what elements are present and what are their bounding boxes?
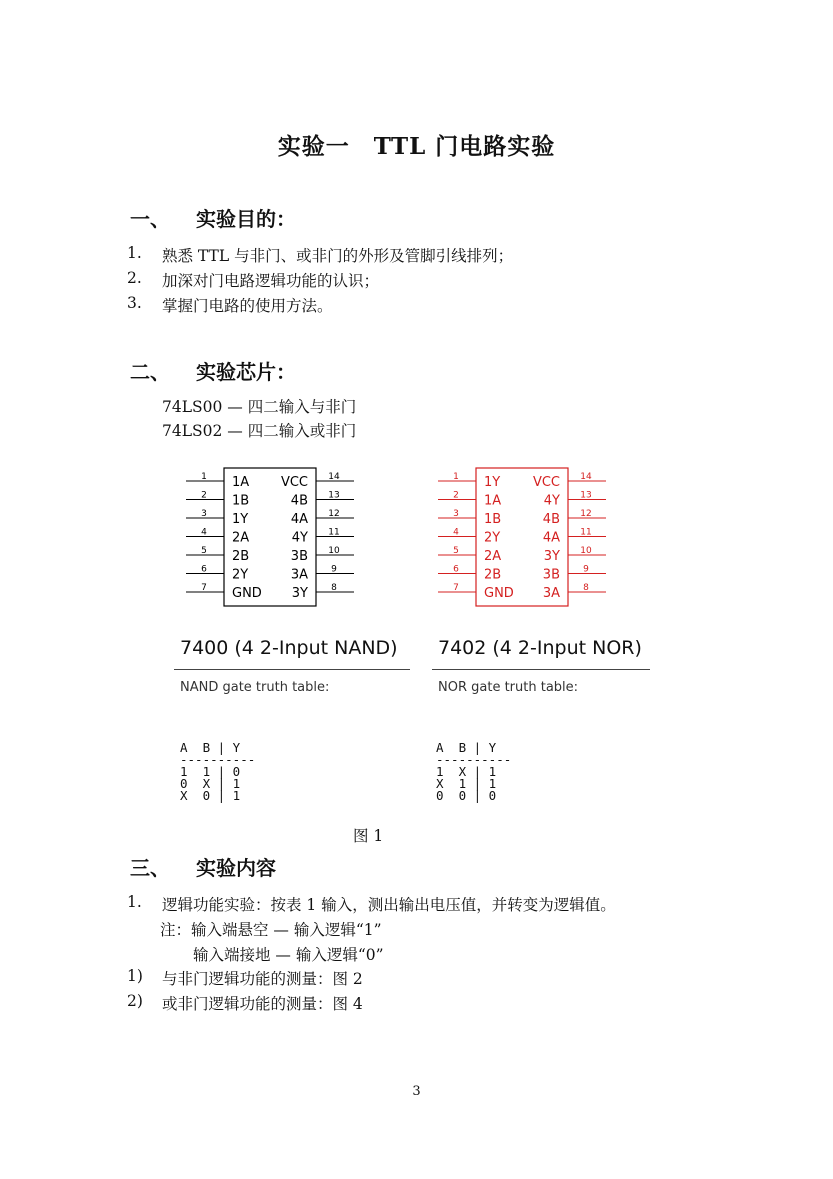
item-number: 2) — [127, 992, 143, 1010]
nand-pin-label: 4A — [290, 512, 308, 527]
nor-pin-label: 3A — [542, 586, 560, 601]
nand-pin-label: 1A — [232, 475, 250, 490]
nor-truth-table — [436, 730, 511, 814]
nand-pin-number: 12 — [328, 509, 340, 519]
page-number: 3 — [412, 1084, 421, 1099]
nand-pin-number: 10 — [328, 546, 340, 556]
section-title: 实验芯片： — [196, 360, 296, 384]
nor-pin-number: 13 — [580, 490, 592, 501]
truth-header: A B | Y — [436, 740, 497, 755]
nor-pin-number: 6 — [453, 564, 459, 575]
nand-pin-label: 2B — [232, 549, 250, 564]
nor-pin-label: 4A — [542, 530, 560, 546]
nor-pin-label: 2B — [484, 567, 502, 583]
nand-truth-table — [180, 730, 255, 814]
chip-line-74ls02: 74LS02 — 四二输入或非门 — [162, 422, 357, 440]
nor-pin-number: 2 — [453, 490, 459, 501]
truth-row: 1 1 | 0 — [180, 764, 241, 779]
nor-pin-label: 3Y — [543, 549, 560, 564]
item-number: 3. — [127, 294, 142, 312]
nand-pin-label: 3B — [290, 549, 308, 564]
nor-pin-label: 3B — [542, 567, 560, 583]
nand-pin-label: 3Y — [291, 586, 308, 601]
figure-label: 图 1 — [353, 827, 384, 845]
item-text: 加深对门电路逻辑功能的认识； — [162, 272, 380, 290]
nand-pin-number: 1 — [201, 472, 207, 482]
nor-pin-label: 2A — [484, 549, 502, 564]
nor-subcaption: NOR gate truth table: — [438, 680, 579, 695]
nand-pin-number: 7 — [201, 583, 207, 593]
truth-row: X 0 | 1 — [180, 788, 241, 803]
nor-pin-number: 7 — [453, 583, 459, 593]
note-line: 注：输入端悬空 — 输入逻辑“1” — [160, 921, 382, 939]
nand-pin-number: 5 — [201, 546, 207, 556]
nand-pin-label: GND — [232, 586, 262, 601]
nand-pin-number: 11 — [328, 527, 340, 538]
nor-pin-number: 1 — [453, 472, 459, 482]
nand-pin-number: 14 — [328, 472, 340, 482]
truth-row: 0 X | 1 — [180, 776, 241, 791]
nand-pin-label: VCC — [280, 475, 308, 490]
item-number: 2. — [127, 269, 142, 287]
nor-pin-label: 2Y — [484, 530, 501, 546]
nand-pin-label: 1B — [232, 493, 250, 509]
nor-pin-number: 3 — [453, 509, 459, 519]
item-number: 1) — [127, 967, 143, 985]
nor-caption: 7402 (4 2-Input NOR) — [438, 637, 642, 659]
pinout-diagrams — [0, 460, 833, 610]
nor-pin-number: 4 — [453, 527, 459, 538]
nand-pin-number: 13 — [328, 490, 340, 501]
nand-subcaption: NAND gate truth table: — [180, 680, 330, 695]
section-1-heading — [130, 203, 530, 229]
section-2-heading — [130, 356, 530, 382]
nor-pin-number: 9 — [583, 564, 589, 575]
truth-separator: ---------- — [180, 752, 256, 767]
section-number: 三、 — [130, 856, 170, 880]
list-item — [127, 294, 647, 314]
list-item — [127, 244, 647, 264]
item-text: 逻辑功能实验：按表 1 输入，测出输出电压值，并转变为逻辑值。 — [162, 896, 616, 914]
item-number: 1. — [127, 244, 142, 262]
item-text: 熟悉 TTL 与非门、或非门的外形及管脚引线排列； — [162, 247, 514, 265]
nor-pin-number: 5 — [453, 546, 459, 556]
section-3-heading — [130, 852, 530, 878]
item-number: 1. — [127, 893, 142, 911]
nor-pin-number: 11 — [580, 527, 592, 538]
nor-pin-label: 1B — [484, 512, 502, 527]
item-text: 或非门逻辑功能的测量：图 4 — [162, 995, 363, 1013]
item-text: 掌握门电路的使用方法。 — [162, 297, 333, 315]
nor-pin-label: VCC — [532, 475, 560, 490]
nand-pin-label: 4B — [290, 493, 308, 509]
nand-pin-number: 6 — [201, 564, 207, 575]
nand-pin-number: 8 — [331, 583, 337, 593]
nand-pin-label: 4Y — [291, 530, 308, 546]
nand-pin-label: 3A — [290, 567, 308, 583]
nor-pin-number: 12 — [580, 509, 592, 519]
nor-pin-number: 8 — [583, 583, 589, 593]
list-item — [127, 893, 747, 913]
list-item — [127, 269, 647, 289]
page-title: 实验一 TTL 门电路实验 — [277, 133, 556, 160]
truth-row: X 1 | 1 — [436, 776, 497, 791]
section-number: 一、 — [130, 207, 170, 231]
nor-pin-number: 14 — [580, 472, 592, 482]
chip-line-74ls00: 74LS00 — 四二输入与非门 — [162, 398, 357, 416]
nor-pin-label: 4Y — [543, 493, 560, 509]
nand-pin-label: 1Y — [232, 512, 249, 527]
truth-row: 0 0 | 0 — [436, 788, 497, 803]
section-title: 实验内容 — [196, 856, 276, 880]
list-item — [127, 967, 647, 987]
nand-pin-number: 9 — [331, 564, 337, 575]
nand-caption: 7400 (4 2-Input NAND) — [180, 637, 398, 659]
truth-row: 1 X | 1 — [436, 764, 497, 779]
note-line: 输入端接地 — 输入逻辑“0” — [193, 946, 384, 964]
section-title: 实验目的： — [196, 207, 296, 231]
nand-pin-label: 2Y — [232, 567, 249, 583]
item-text: 与非门逻辑功能的测量：图 2 — [162, 970, 363, 988]
nor-pin-number: 10 — [580, 546, 592, 556]
nor-pin-label: 1Y — [484, 475, 501, 490]
nand-pin-number: 2 — [201, 490, 207, 501]
nor-caption-rule — [432, 669, 650, 670]
list-item — [127, 992, 647, 1012]
section-number: 二、 — [130, 360, 170, 384]
nor-pin-label: 1A — [484, 493, 502, 509]
nor-pin-label: 4B — [542, 512, 560, 527]
truth-header: A B | Y — [180, 740, 241, 755]
nand-pin-label: 2A — [232, 530, 250, 546]
nor-pin-label: GND — [484, 586, 514, 601]
nand-pin-number: 4 — [201, 527, 207, 538]
nand-pin-number: 3 — [201, 509, 207, 519]
nand-caption-rule — [174, 669, 410, 670]
truth-separator: ---------- — [436, 752, 512, 767]
